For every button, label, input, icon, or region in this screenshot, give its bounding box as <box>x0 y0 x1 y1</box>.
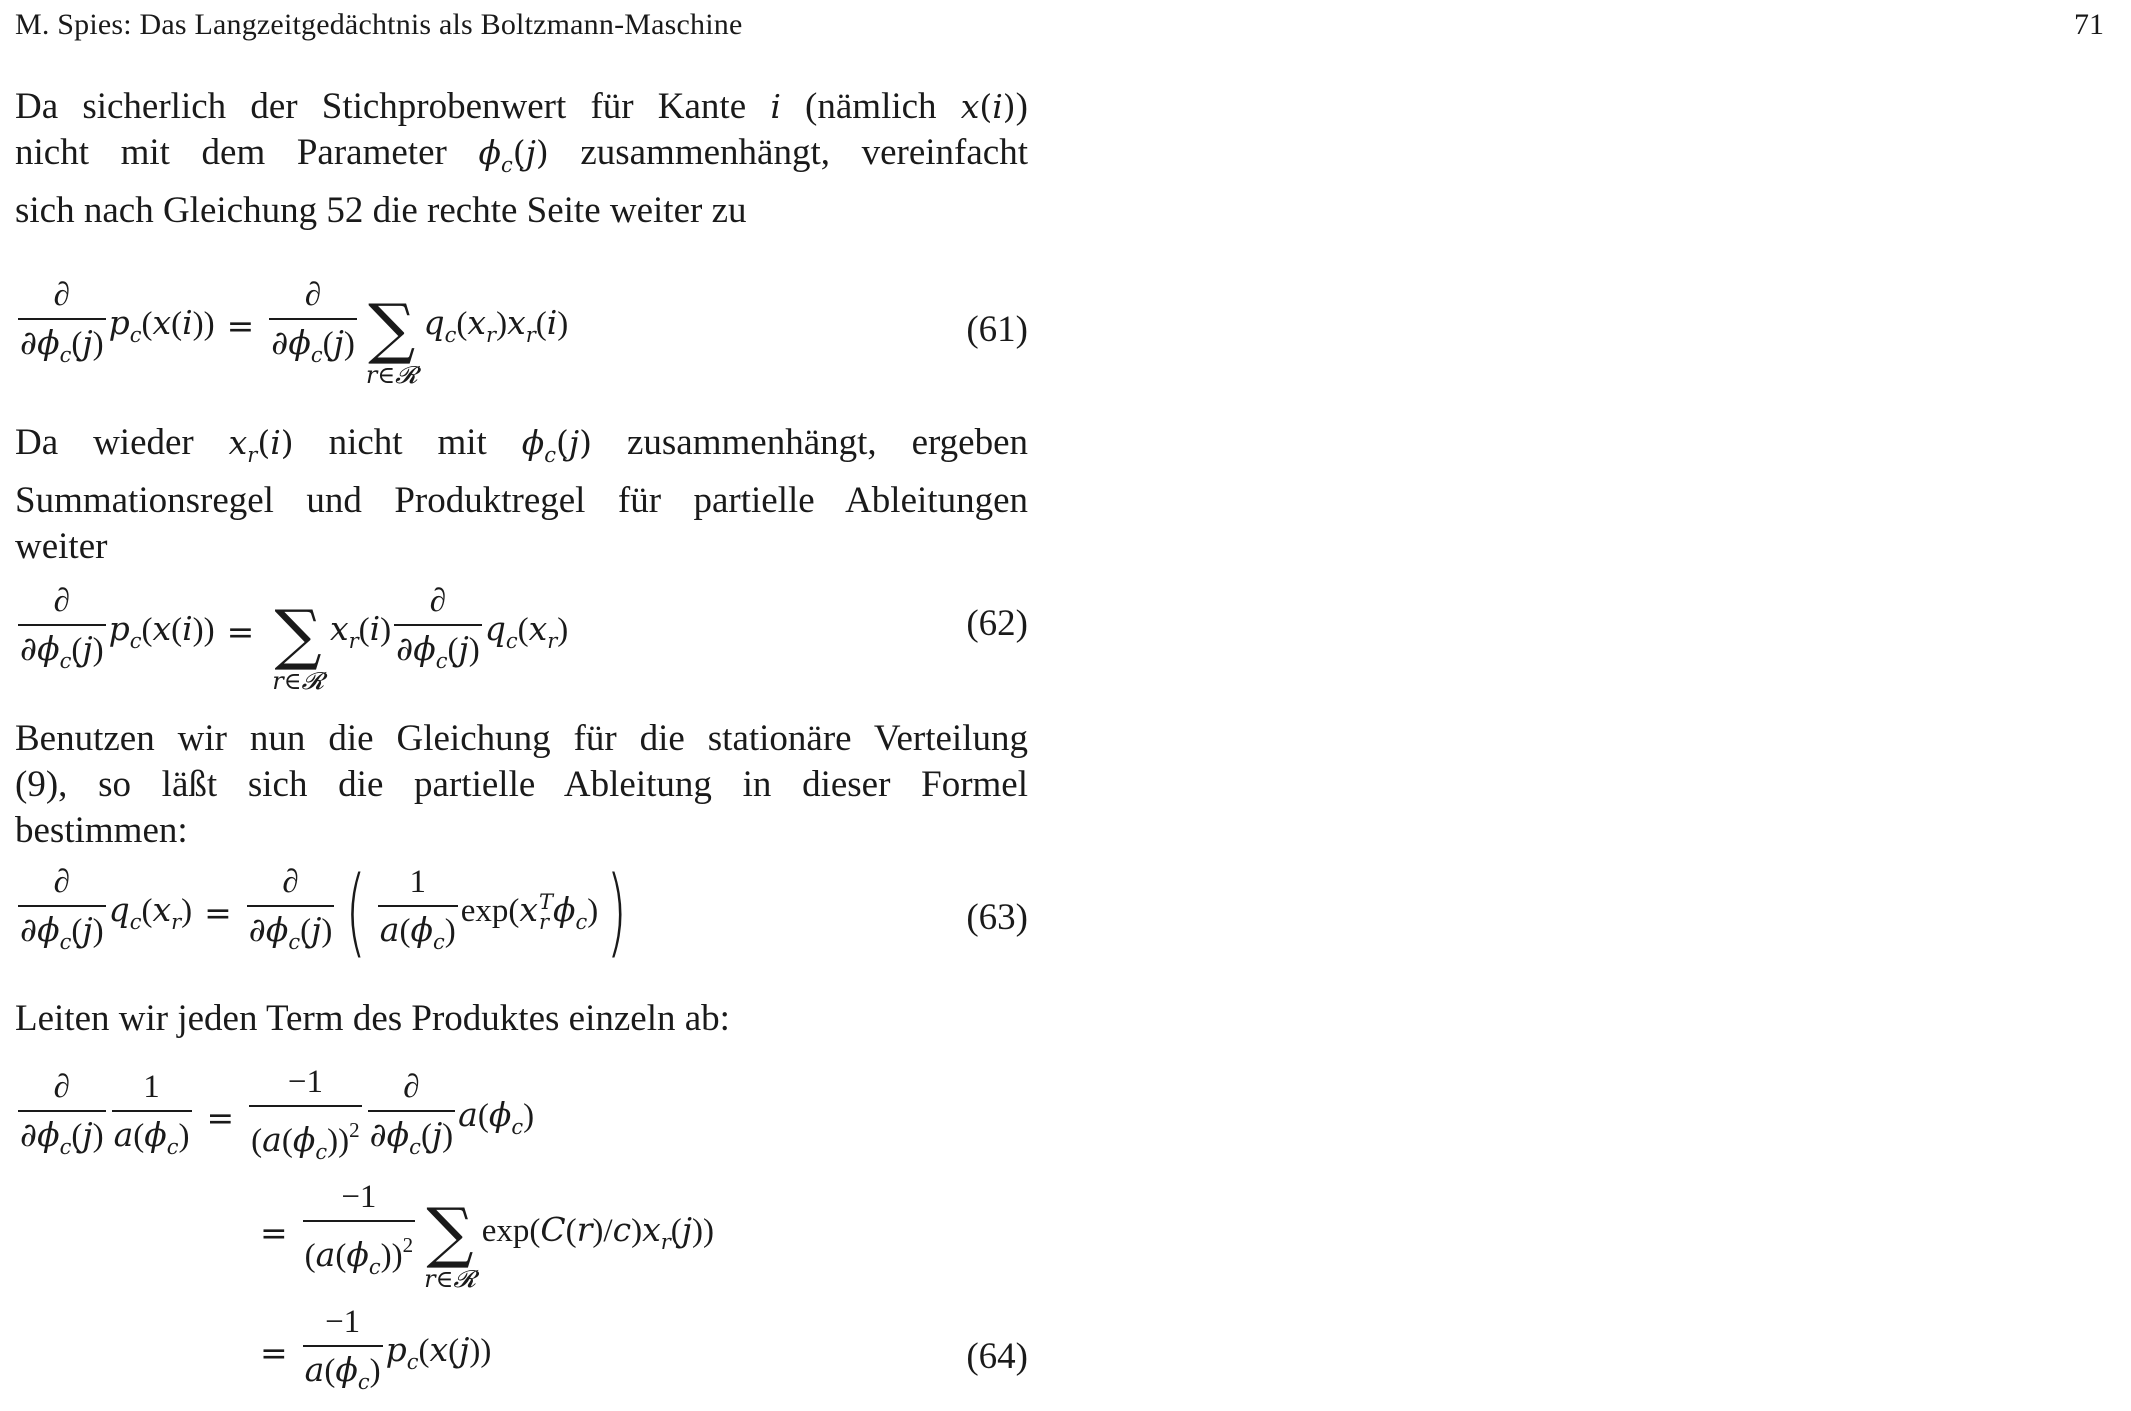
paragraph-line: sich nach Gleichung 52 die rechte Seite weiter zu <box>15 190 747 231</box>
paragraph-line: Benutzen wir nun die Gleichung für die stationäre Verteilung <box>15 718 1028 759</box>
paragraph-line: Leiten wir jeden Term des Produktes einzeln ab: <box>15 998 730 1039</box>
paragraph-line: Summationsregel und Produktregel für partielle Ableitungen <box>15 480 1028 521</box>
paragraph-2 <box>15 420 1028 570</box>
math-inline: $\phi_c$ <box>478 133 513 177</box>
paragraph-4 <box>15 996 1028 1042</box>
paragraph-3 <box>15 716 1028 854</box>
paragraph-line: Da wieder $x_r(i)$ nicht mit $\phi_c(j)$ zusammenhängt, ergeben <box>15 422 1028 467</box>
math-inline: $x_r$ <box>228 423 258 467</box>
math-inline: $\phi_c$ <box>521 423 557 467</box>
page-number: 71 <box>2074 8 2104 41</box>
running-head: M. Spies: Das Langzeitgedächtnis als Boltzmann-Maschine <box>15 8 743 41</box>
paragraph-line: Da sicherlich der Stichprobenwert für Kante i (nämlich x(i)) <box>15 86 1028 127</box>
equation-body: $\frac{\partial}{\partial\phi_c(j)}$ $p_c(x(i))$ = $\frac{\partial}{\partial\phi_c(j)}$ ∑ r∈𝓡 $q_c(x_r)x_r(i)$ <box>20 277 569 389</box>
paragraph-line: nicht mit dem Parameter $\phi_c(j)$ zusammenhängt, vereinfacht <box>15 132 1028 177</box>
equation-62 <box>15 568 1028 708</box>
math-inline: x <box>960 87 980 126</box>
equation-number: (64) <box>966 1336 1028 1377</box>
equation-line: = $\frac{-1}{(a(\phi_c))^2}$ ∑ r∈𝓡 $\exp(C(r)/c)x_r(j)$) <box>260 1179 714 1293</box>
equation-line: $\frac{\partial}{\partial\phi_c(j)}$ $\frac{1}{a(\phi_c)}$ = $\frac{-1}{(a(\phi_c))^2}$ $\frac{\partial}{\partial\phi_c(j)}$ $a(\phi_c)$ <box>15 1062 534 1172</box>
paragraph-line: bestimmen: <box>15 810 188 851</box>
paragraph-line: weiter <box>15 526 108 567</box>
equation-63 <box>15 856 1028 982</box>
paragraph-1 <box>15 84 1028 234</box>
equation-number: (61) <box>966 309 1028 350</box>
equation-body: $\frac{\partial}{\partial\phi_c(j)}$ $p_c(x(i))$ = ∑ r∈𝓡 $x_r(i)$ $\frac{\partial}{\partial\phi_c(j)}$ $q_c(x_r)$ <box>20 583 569 695</box>
equation-body: $\frac{\partial}{\partial\phi_c(j)}$ $q_c(x_r)$ = $\frac{\partial}{\partial\phi_c(j)}$ ( $\frac{1}{a(\phi_c)}$ exp(x T r $\phi_c$) ) <box>20 856 628 968</box>
math-inline: i <box>770 87 781 126</box>
equation-64 <box>15 1062 1028 1411</box>
paragraph-line: (9), so läßt sich die partielle Ableitung in dieser Formel <box>15 764 1028 805</box>
equation-number: (62) <box>966 603 1028 644</box>
equation-line: = $\frac{-1}{a(\phi_c)}$ $p_c(x(j))$ <box>248 1302 491 1402</box>
equation-61 <box>15 262 1028 402</box>
equation-number: (63) <box>966 897 1028 938</box>
